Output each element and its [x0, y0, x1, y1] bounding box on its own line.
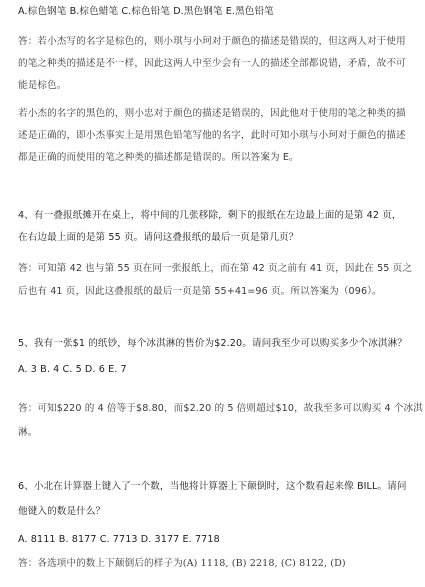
q3-answer-line-3: 能是棕色。	[18, 80, 67, 91]
q4-question-line-1: 4、有一叠报纸摊开在桌上，将中间的几张移除，剩下的报纸在左边最上面的是第 42 页，	[18, 210, 402, 221]
q3-answer-line-5: 述是正确的，即小杰事实上是用黑色铅笔写他的名字，此时可知小琪与小珂对于颜色的描述	[18, 130, 406, 141]
q3-answer-line-6: 都是正确的而使用的笔之种类的描述都是错误的。所以答案为 E。	[18, 152, 299, 163]
q3-answer-line-4: 若小杰的名字的黑色的，则小忠对于颜色的描述是错误的，因此他对于使用的笔之种类的描	[18, 108, 406, 119]
q3-answer-line-2: 的笔之种类的描述是不一样，因此这两人中至少会有一人的描述全部都说错，矛盾，故不可	[18, 58, 406, 69]
q4-answer-line-1: 答：可知第 42 也与第 55 页在同一张报纸上，而在第 42 页之前有 41 页，因此在 55 页之	[18, 263, 413, 274]
q5-answer-line-2: 淋。	[18, 427, 38, 438]
q4-question-line-2: 在右边最上面的是第 55 页。请问这叠报纸的最后一页是第几页？	[18, 232, 299, 243]
q6-answer-line	[18, 558, 346, 570]
q6-question-line-2: 他键入的数是什么？	[18, 506, 106, 517]
q4-answer-line-2: 后也有 41 页，因此这叠报纸的最后一页是第 55+41=96 页。所以答案为（096）。	[18, 286, 382, 297]
q5-options: A. 3 B. 4 C. 5 D. 6 E. 7	[18, 364, 127, 375]
q6-options: A. 8111 B. 8177 C. 7713 D. 3177 E. 7718	[18, 534, 220, 545]
q5-question: 5、我有一张$1 的纸钞，每个冰淇淋的售价为$2.20。请问我至少可以购买多少个冰淇淋？	[18, 338, 408, 349]
q6-answer-flipped-values: (A) 1118, (B) 2218, (C) 8122, (D)	[182, 558, 346, 569]
q6-answer-prefix: 答：各选项中的数上下颠倒后的样子为	[18, 558, 183, 569]
q3-options: A.棕色钢笔 B.棕色蜡笔 C.棕色铅笔 D.黑色钢笔 E.黑色铅笔	[18, 6, 274, 17]
q3-answer-line-1: 答：若小杰写的名字是棕色的，则小琪与小珂对于颜色的描述是错误的，但这两人对于使用	[18, 36, 406, 47]
q5-answer-line-1: 答：可知$220 的 4 倍等于$8.80，而$2.20 的 5 倍则超过$10，故我至多可以购买 4 个冰淇	[18, 403, 423, 414]
q6-question-line-1: 6、小北在计算器上键入了一个数，当他将计算器上下颠倒时，这个数看起来像 BILL。请问	[18, 481, 407, 492]
